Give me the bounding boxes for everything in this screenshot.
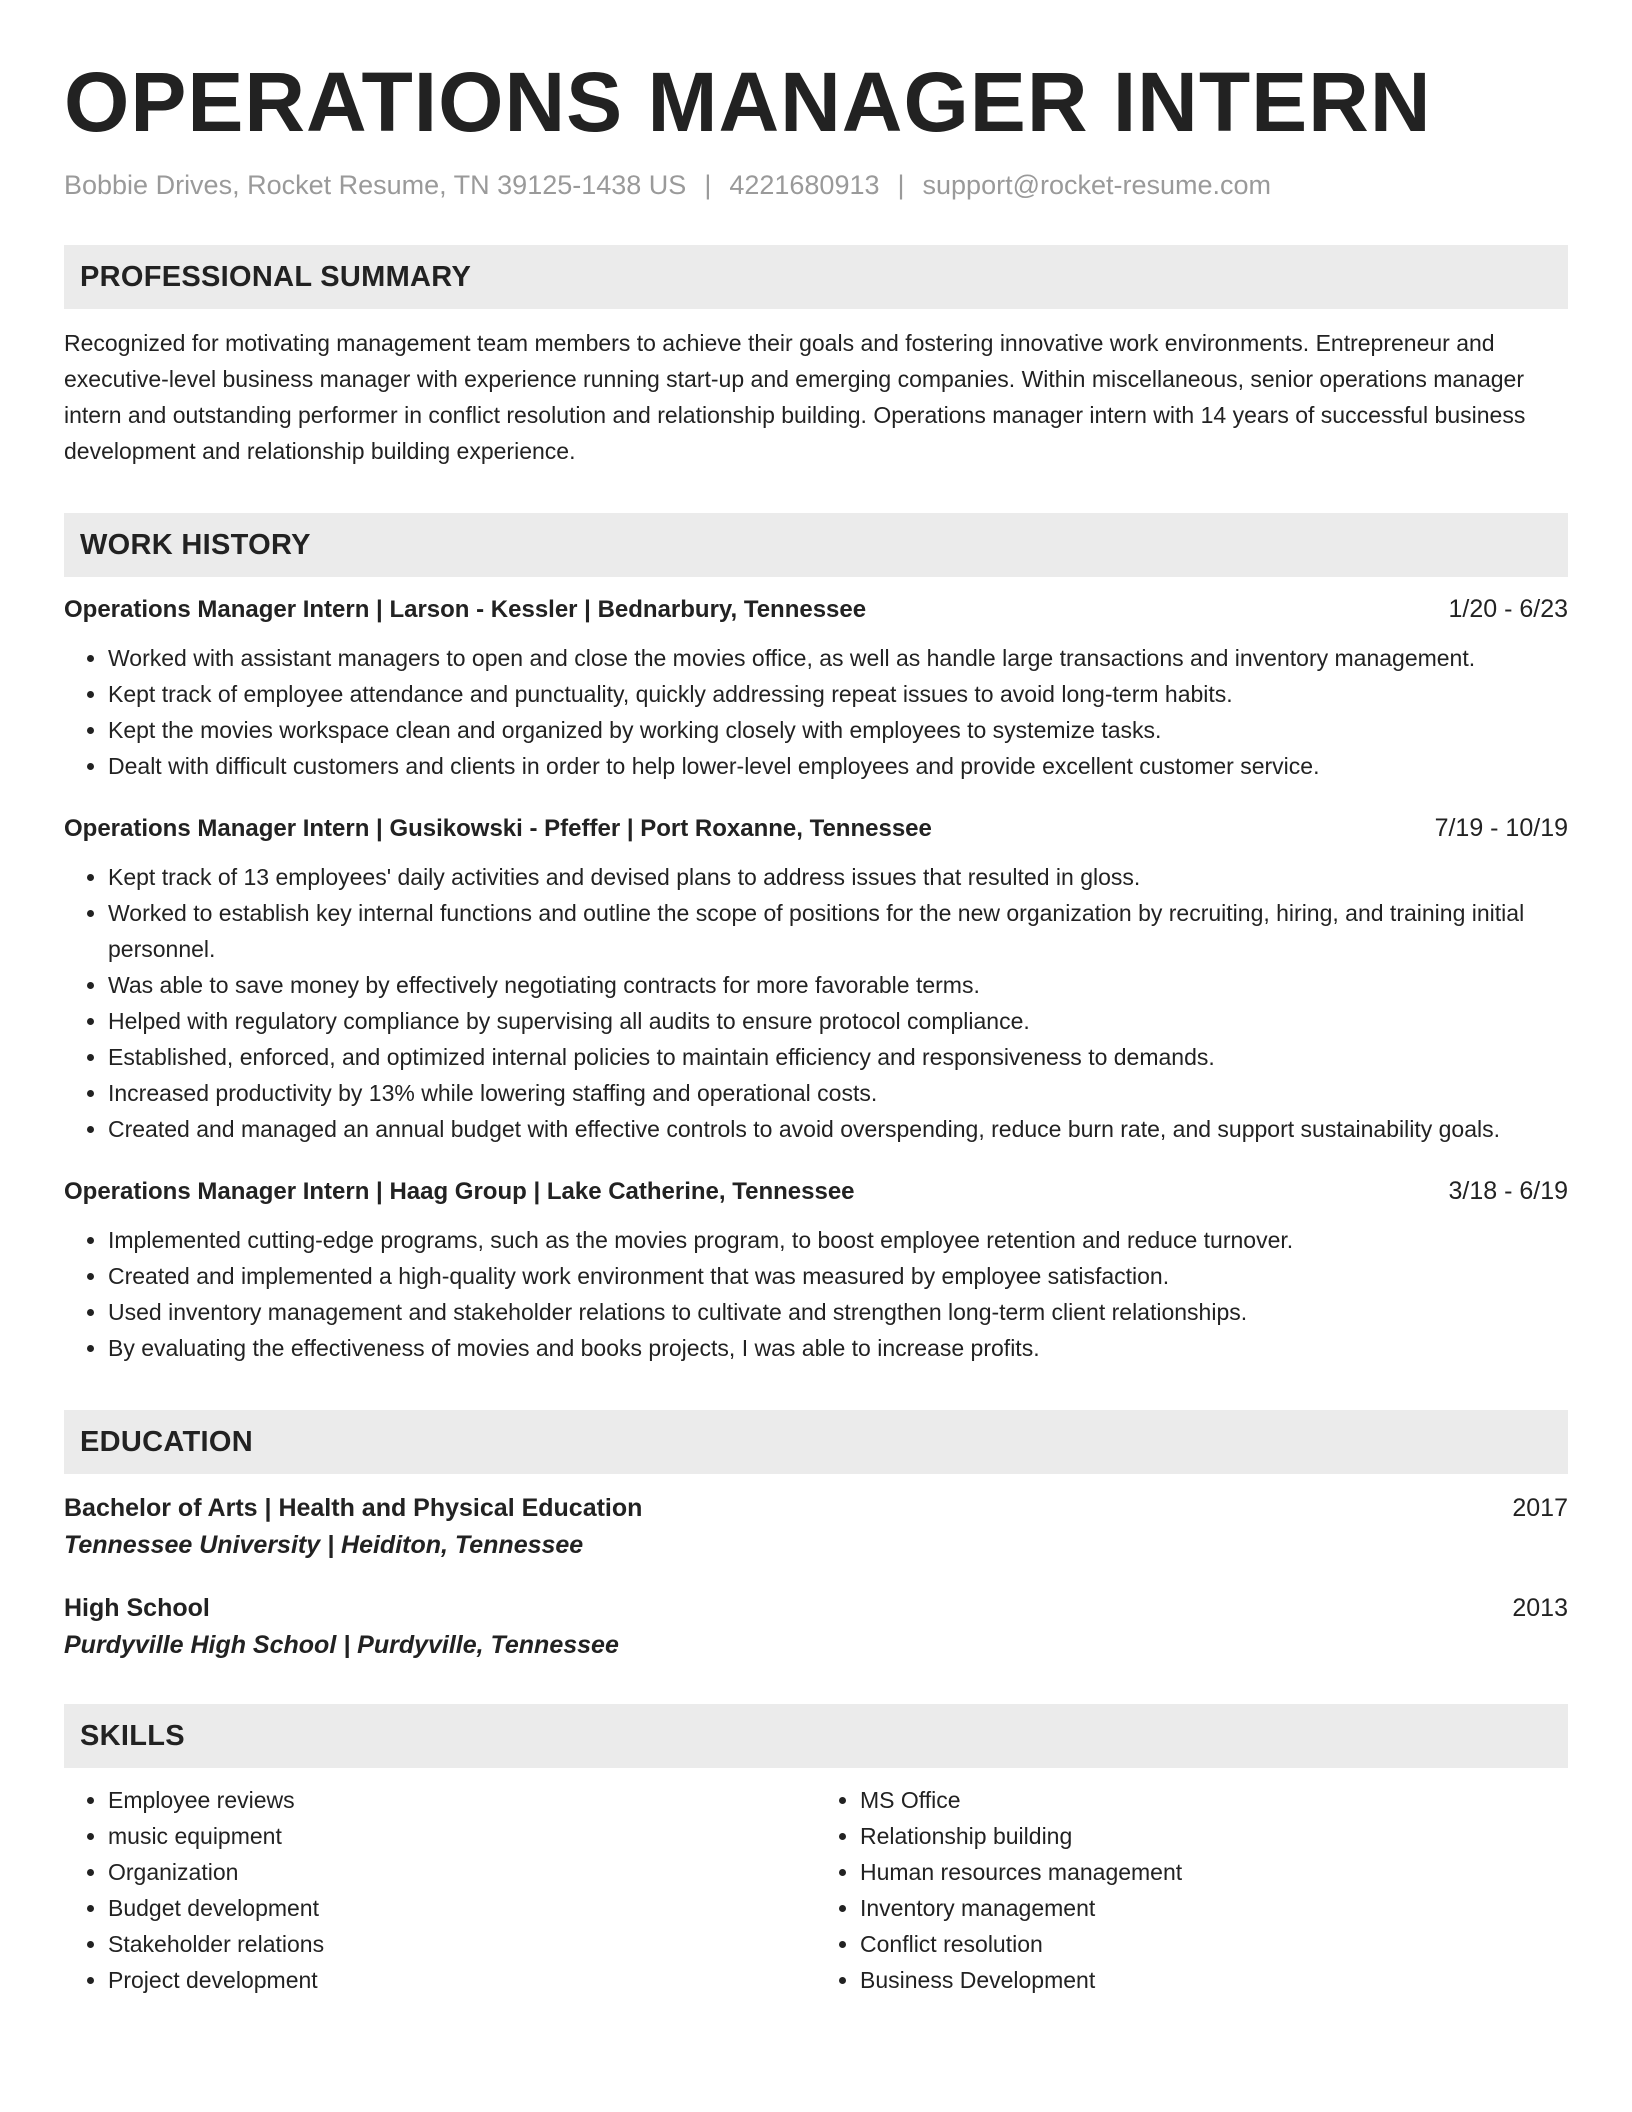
education-section-header: EDUCATION [64,1410,1568,1474]
contact-separator: | [704,170,712,201]
skill-item: • Human resources management [860,1854,1568,1890]
skills-column-left [64,1782,816,1998]
education-entry [64,1494,1568,1560]
job-header [64,595,1568,624]
skill-item: • Inventory management [860,1890,1568,1926]
skills-list [64,1782,1568,1998]
job-dates: 3/18 - 6/19 [1448,1177,1568,1206]
education-year: 2017 [1512,1494,1568,1523]
job-title: Operations Manager Intern | Larson - Kessler | Bednarbury, Tennessee [64,596,867,624]
skill-item: • Budget development [108,1890,816,1926]
job-title: Operations Manager Intern | Gusikowski - Pfeffer | Port Roxanne, Tennessee [64,815,932,843]
education-header [64,1494,1568,1523]
job-title: Operations Manager Intern | Haag Group | Lake Catherine, Tennessee [64,1178,855,1206]
skills-column-right [816,1782,1568,1998]
contact-separator: | [897,170,905,201]
job-entry [64,814,1568,1147]
skill-item: • Project development [108,1962,816,1998]
skill-item: • Relationship building [860,1818,1568,1854]
job-bullet: • By evaluating the effectiveness of movies and books projects, I was able to increase profits. [108,1330,1568,1366]
job-bullet: • Kept the movies workspace clean and organized by working closely with employees to systemize tasks. [108,712,1568,748]
job-bullet: • Created and managed an annual budget with effective controls to avoid overspending, reduce burn rate, and support sustainability goals. [108,1111,1568,1147]
job-bullet: • Used inventory management and stakeholder relations to cultivate and strengthen long-term client relationships. [108,1294,1568,1330]
job-bullet: • Kept track of 13 employees' daily activities and devised plans to address issues that resulted in gloss. [108,859,1568,895]
summary-text: Recognized for motivating management team members to achieve their goals and fostering innovative work environments. Entrepreneur and executive-level business manager with experience running start-up and emerging companies. Within miscellaneous, senior operations manager intern and outstanding performer in conflict resolution and relationship building. Operations manager intern with 14 years of successful business development and relationship building experience. [64,330,1526,465]
job-dates: 7/19 - 10/19 [1434,814,1568,843]
job-bullet: • Implemented cutting-edge programs, such as the movies program, to boost employee retention and reduce turnover. [108,1222,1568,1258]
education-header [64,1594,1568,1623]
job-header [64,1177,1568,1206]
job-entry [64,595,1568,784]
education-school: Purdyville High School | Purdyville, Tennessee [64,1631,619,1660]
job-bullet: • Helped with regulatory compliance by supervising all audits to ensure protocol compliance. [108,1003,1568,1039]
skill-item: • music equipment [108,1818,816,1854]
skills-section-header: SKILLS [64,1704,1568,1768]
skill-item: • Business Development [860,1962,1568,1998]
summary-section-header: PROFESSIONAL SUMMARY [64,245,1568,309]
job-bullets [64,640,1568,784]
job-bullets [64,1222,1568,1366]
skill-item: • MS Office [860,1782,1568,1818]
education-school: Tennessee University | Heiditon, Tennessee [64,1531,584,1560]
skill-item: • Organization [108,1854,816,1890]
job-entry [64,1177,1568,1366]
job-dates: 1/20 - 6/23 [1448,595,1568,624]
contact-phone: 4221680913 [729,170,880,201]
job-bullets [64,859,1568,1147]
education-year: 2013 [1512,1594,1568,1623]
education-entry [64,1594,1568,1660]
job-bullet: • Created and implemented a high-quality work environment that was measured by employee satisfaction. [108,1258,1568,1294]
job-bullet: • Worked to establish key internal functions and outline the scope of positions for the new organization by recruiting, hiring, and training initial personnel. [108,895,1568,967]
contact-address: Bobbie Drives, Rocket Resume, TN 39125-1438 US [64,170,687,201]
work-history-section-header: WORK HISTORY [64,513,1568,577]
job-bullet: • Established, enforced, and optimized internal policies to maintain efficiency and responsiveness to demands. [108,1039,1568,1075]
job-bullet: • Dealt with difficult customers and clients in order to help lower-level employees and provide excellent customer service. [108,748,1568,784]
education-degree: Bachelor of Arts | Health and Physical Education [64,1494,643,1523]
contact-line [64,170,1568,201]
skill-item: • Conflict resolution [860,1926,1568,1962]
job-bullet: • Kept track of employee attendance and punctuality, quickly addressing repeat issues to avoid long-term habits. [108,676,1568,712]
skill-item: • Employee reviews [108,1782,816,1818]
job-bullet: • Worked with assistant managers to open and close the movies office, as well as handle large transactions and inventory management. [108,640,1568,676]
job-bullet: • Was able to save money by effectively negotiating contracts for more favorable terms. [108,967,1568,1003]
skill-item: • Stakeholder relations [108,1926,816,1962]
job-header [64,814,1568,843]
contact-email: support@rocket-resume.com [922,170,1272,201]
education-degree: High School [64,1594,210,1623]
job-bullet: • Increased productivity by 13% while lowering staffing and operational costs. [108,1075,1568,1111]
candidate-name: OPERATIONS MANAGER INTERN [64,55,1432,149]
